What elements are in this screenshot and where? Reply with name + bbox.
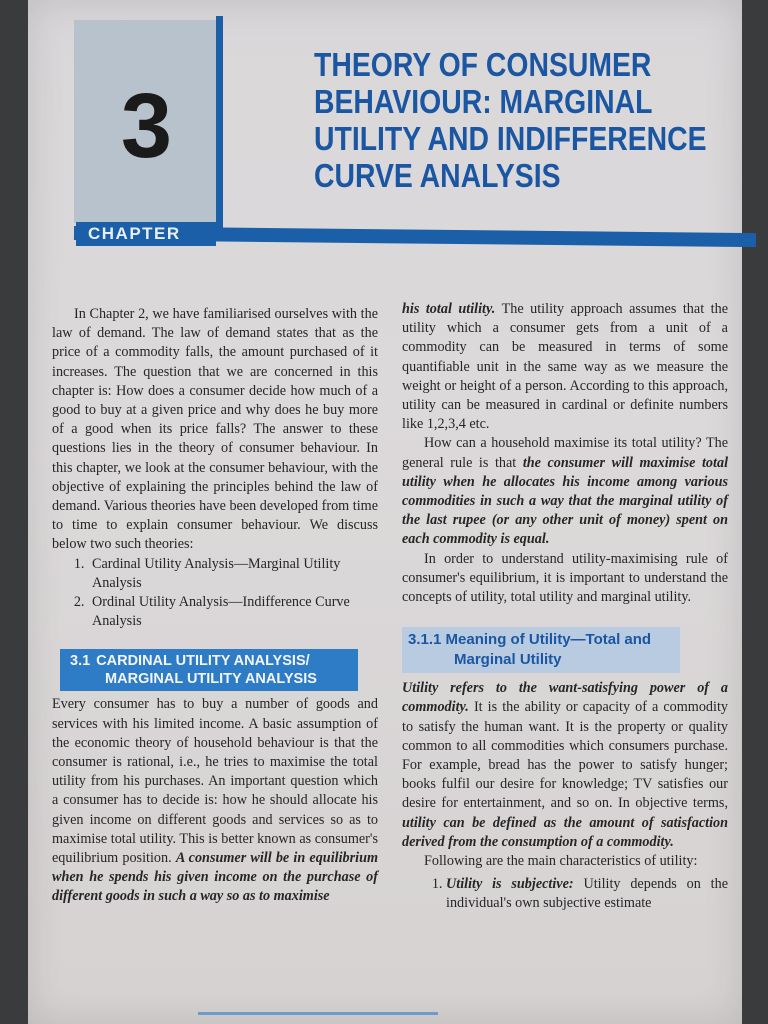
continuation-paragraph xyxy=(402,300,728,434)
footer-rule xyxy=(198,1012,438,1015)
theory-item: 2. Ordinal Utility Analysis—Indifference Curve Analysis xyxy=(88,593,378,631)
chapter-title-line: THEORY OF CONSUMER xyxy=(314,46,652,83)
characteristics-intro: Following are the main characteristics of utility: xyxy=(424,853,698,870)
rule-text: How can a household maximise its total utility? The general rule is that xyxy=(402,435,728,471)
characteristic-text: Utility depends on the individual's own subjective estimate xyxy=(446,876,728,912)
characteristics-list xyxy=(402,875,728,913)
chapter-title-line: UTILITY AND INDIFFERENCE xyxy=(314,120,707,157)
subsection-heading-line: Marginal Utility xyxy=(454,651,562,669)
subsection-heading-line: Meaning of Utility—Total and xyxy=(445,631,652,649)
chapter-label: CHAPTER xyxy=(76,222,216,246)
section-text-emphasis: A consumer will be in equilibrium when he spends his given income on the purchase of different goods in such a way so as to maximise xyxy=(52,850,378,905)
right-column xyxy=(402,300,728,914)
chapter-number: 3 xyxy=(120,75,173,177)
left-column xyxy=(52,305,378,907)
theory-item: 1. Cardinal Utility Analysis—Marginal Utility Analysis xyxy=(88,555,378,593)
chapter-title-line: CURVE ANALYSIS xyxy=(314,157,561,194)
section-number: 3.1 xyxy=(70,653,91,670)
utility-definition-emphasis: Utility refers to the want-satisfying power of a commodity. xyxy=(402,680,728,716)
subsection-number: 3.1.1 xyxy=(408,631,442,649)
theories-list xyxy=(52,555,378,632)
utility-definition-emphasis-2: utility can be defined as the amount of satisfaction derived from the consumption of a commodity. xyxy=(402,814,728,850)
utility-definition-paragraph xyxy=(402,679,728,852)
equilibrium-paragraph: In order to understand utility-maximising rule of consumer's equilibrium, it is important to understand the concepts of utility, total utility and marginal utility. xyxy=(402,550,728,606)
section-text: Every consumer has to buy a number of goods and services with his limited income. A basic assumption of the economic theory of household behaviour is that the consumer is rational, i.e., he tries to maximise the total utility from his purchases. An important question which a consumer has to decide is: how he should allocate his given income on different goods and services so as to maximise total utility. This is better known as consumer's equilibrium position. xyxy=(52,696,378,867)
subsection-heading xyxy=(402,627,680,673)
continuation-text: The utility approach assumes that the utility which a consumer gets from a unit of a commodity can be measured in terms of some quantifiable unit in the same way as we measure the weight or height of a person. According to this approach, utility can be measured in cardinal or definite numbers like 1,2,3,4 etc. xyxy=(402,301,728,433)
header-vertical-rule xyxy=(216,16,223,230)
rule-emphasis: the consumer will maximise total utility when he allocates his income among various commodities in such a way that the marginal utility of the last rupee (or any other unit of money) spent on each commodity is equal. xyxy=(402,454,729,548)
section-heading-line: CARDINAL UTILITY ANALYSIS/ xyxy=(96,653,310,670)
continuation-emphasis: his total utility. xyxy=(402,301,496,317)
chapter-title-line: BEHAVIOUR: MARGINAL xyxy=(314,83,653,120)
section-heading-line: MARGINAL UTILITY ANALYSIS xyxy=(105,671,317,688)
rule-paragraph xyxy=(402,434,728,549)
chapter-title xyxy=(314,46,707,194)
utility-definition-text: It is the ability or capacity of a commodity to satisfy the human want. It is the property or quality common to all commodities which consumers purchase. For example, bread has the power to satisfy hunger; books fulfil our desire for knowledge; TV satisfies our desire for entertainment, and so on. In objective terms, xyxy=(402,699,728,812)
section-paragraph xyxy=(52,695,378,906)
section-heading xyxy=(60,649,358,691)
characteristic-term: Utility is subjective: xyxy=(446,876,574,893)
intro-paragraph: In Chapter 2, we have familiarised ourselves with the law of demand. The law of demand states that as the price of a commodity falls, the amount purchased of it increases. The question that we are concerned in this chapter is: How does a consumer decide how much of a good to buy at a given price and why does he buy more of a good when its price falls? The answer to these questions lies in the theory of consumer behaviour. In this chapter, we look at the consumer behaviour, with the objective of explaining the principles behind the law of demand. Various theories have been developed from time to time to explain consumer behaviour. We discuss below two such theories: xyxy=(52,306,378,553)
characteristic-item xyxy=(446,875,728,913)
